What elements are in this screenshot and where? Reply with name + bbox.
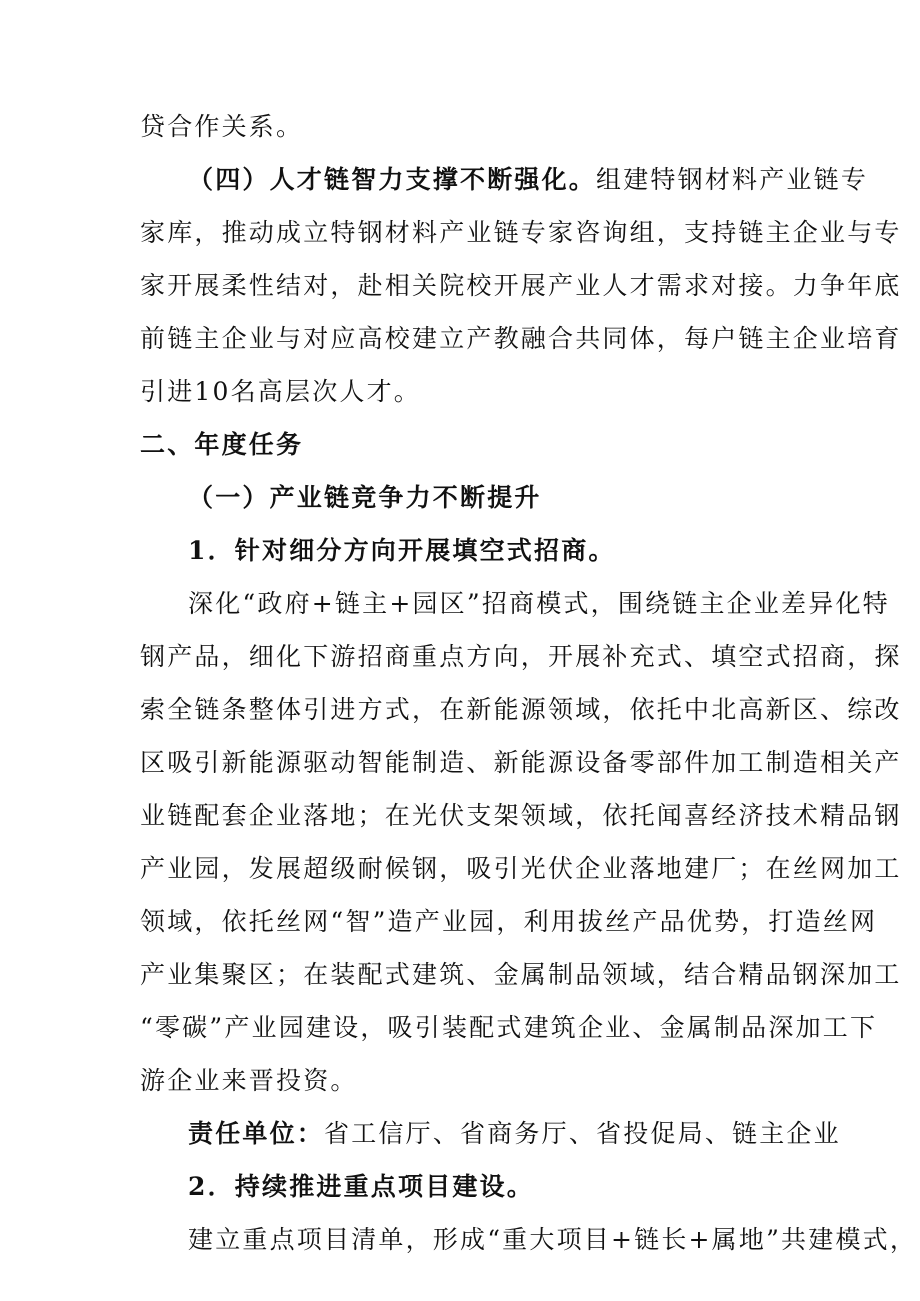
section-heading-one: （一）产业链竞争力不断提升 bbox=[188, 483, 542, 512]
text-line: 建立重点项目清单，形成“重大项目+链长+属地”共建模式， bbox=[188, 1225, 918, 1254]
section-heading-four: （四）人才链智力支撑不断强化。 bbox=[188, 165, 597, 194]
text-line: 深化“政府+链主+园区”招商模式，围绕链主企业差异化特 bbox=[188, 589, 890, 618]
text-line: 游企业来晋投资。 bbox=[140, 1066, 358, 1095]
item-heading-1: 1．针对细分方向开展填空式招商。 bbox=[188, 536, 616, 565]
responsibility-line bbox=[188, 1117, 841, 1151]
text-line: 前链主企业与对应高校建立产教融合共同体，每户链主企业培育 bbox=[140, 324, 902, 353]
text-line: 产业园，发展超级耐候钢，吸引光伏企业落地建厂；在丝网加工 bbox=[140, 854, 902, 883]
text-line: 区吸引新能源驱动智能制造、新能源设备零部件加工制造相关产 bbox=[140, 748, 902, 777]
chapter-heading: 二、年度任务 bbox=[140, 430, 304, 459]
text-line: 引进10名高层次人才。 bbox=[140, 377, 422, 406]
text-run: 组建特钢材料产业链专 bbox=[596, 165, 869, 194]
text-line: 钢产品，细化下游招商重点方向，开展补充式、填空式招商，探 bbox=[140, 642, 902, 671]
paragraph-line bbox=[188, 163, 868, 197]
text-line: 家库，推动成立特钢材料产业链专家咨询组，支持链主企业与专 bbox=[140, 218, 902, 247]
text-line: 业链配套企业落地；在光伏支架领域，依托闻喜经济技术精品钢 bbox=[140, 801, 902, 830]
responsibility-label: 责任单位： bbox=[188, 1119, 325, 1148]
responsibility-units: 省工信厅、省商务厅、省投促局、链主企业 bbox=[324, 1119, 841, 1148]
item-heading-2: 2．持续推进重点项目建设。 bbox=[188, 1172, 534, 1201]
text-line: 索全链条整体引进方式，在新能源领域，依托中北高新区、综改 bbox=[140, 695, 902, 724]
text-line: 家开展柔性结对，赴相关院校开展产业人才需求对接。力争年底 bbox=[140, 271, 902, 300]
text-line: 领域，依托丝网“智”造产业园，利用拔丝产品优势，打造丝网 bbox=[140, 907, 878, 936]
text-line: “零碳”产业园建设，吸引装配式建筑企业、金属制品深加工下 bbox=[140, 1013, 878, 1042]
text-line: 产业集聚区；在装配式建筑、金属制品领域，结合精品钢深加工 bbox=[140, 960, 902, 989]
text-line: 贷合作关系。 bbox=[140, 112, 304, 141]
